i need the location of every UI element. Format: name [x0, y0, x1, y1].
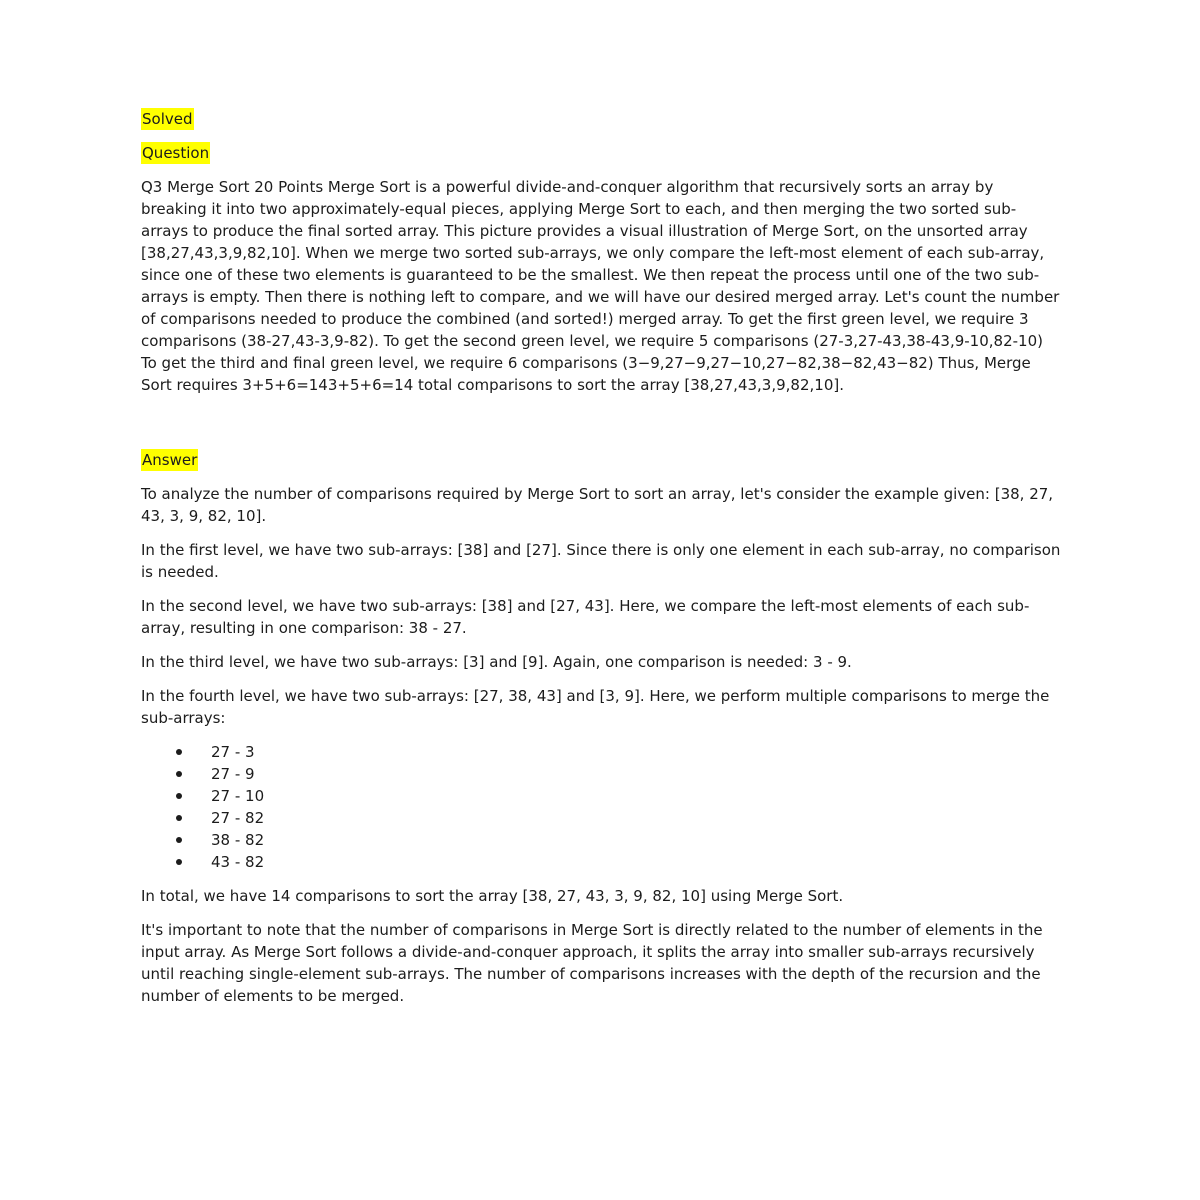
list-item [141, 829, 1061, 851]
answer-level-1: In the first level, we have two sub-arrays: [38] and [27]. Since there is only one element in each sub-array, no comparison is needed. [141, 541, 1061, 581]
comparison-text: 27 - 3 [211, 743, 255, 761]
comparison-text: 27 - 10 [211, 787, 265, 805]
answer-row [141, 449, 1061, 471]
list-item [141, 785, 1061, 807]
question-text: Q3 Merge Sort 20 Points Merge Sort is a powerful divide-and-conquer algorithm that recursively sorts an array by breaking it into two approximately-equal pieces, applying Merge Sort to each, and then merging the two sorted sub-arrays to produce the final sorted array. This picture provides a visual illustration of Merge Sort, on the unsorted array [38,27,43,3,9,82,10]. When we merge two sorted sub-arrays, we only compare the left-most element of each sub-array, since one of these two elements is guaranteed to be the smallest. We then repeat the process until one of the two sub-arrays is empty. Then there is nothing left to compare, and we will have our desired merged array. Let's count the number of comparisons needed to produce the combined (and sorted!) merged array. To get the first green level, we require 3 comparisons (38-27,43-3,9-82). To get the second green level, we require 5 comparisons (27-3,27-43,38-43,9-10,82-10) To get the third and final green level, we require 6 comparisons (3−9,27−9,27−10,27−82,38−82,43−82) Thus, Merge Sort requires 3+5+6=143+5+6=14 total comparisons to sort the array [38,27,43,3,9,82,10]. [141, 178, 1060, 394]
answer-level-2: In the second level, we have two sub-arrays: [38] and [27, 43]. Here, we compare the left-most elements of each sub-array, resulting in one comparison: 38 - 27. [141, 597, 1030, 637]
answer-label: Answer [142, 451, 198, 469]
comparison-list [141, 741, 1061, 873]
document-body [141, 108, 1061, 1007]
bullet-icon [176, 771, 182, 777]
answer-total: In total, we have 14 comparisons to sort the array [38, 27, 43, 3, 9, 82, 10] using Merge Sort. [141, 887, 844, 905]
list-item [141, 807, 1061, 829]
bullet-icon [176, 815, 182, 821]
comparison-text: 43 - 82 [211, 853, 265, 871]
answer-intro: To analyze the number of comparisons required by Merge Sort to sort an array, let's consider the example given: [38, 27, 43, 3, 9, 82, 10]. [141, 485, 1054, 525]
list-item [141, 741, 1061, 763]
bullet-icon [176, 793, 182, 799]
question-label: Question [142, 144, 210, 162]
list-item [141, 763, 1061, 785]
solved-row [141, 108, 1061, 130]
solved-label: Solved [142, 110, 193, 128]
list-item [141, 851, 1061, 873]
comparison-text: 27 - 82 [211, 809, 265, 827]
bullet-icon [176, 837, 182, 843]
answer-level-3: In the third level, we have two sub-arrays: [3] and [9]. Again, one comparison is needed: 3 - 9. [141, 653, 852, 671]
answer-level-4: In the fourth level, we have two sub-arrays: [27, 38, 43] and [3, 9]. Here, we perform multiple comparisons to merge the sub-arrays: [141, 687, 1050, 727]
answer-note: It's important to note that the number of comparisons in Merge Sort is directly related to the number of elements in the input array. As Merge Sort follows a divide-and-conquer approach, it splits the array into smaller sub-arrays recursively until reaching single-element sub-arrays. The number of comparisons increases with the depth of the recursion and the number of elements to be merged. [141, 921, 1043, 1005]
comparison-text: 27 - 9 [211, 765, 255, 783]
bullet-icon [176, 859, 182, 865]
comparison-text: 38 - 82 [211, 831, 265, 849]
bullet-icon [176, 749, 182, 755]
question-row [141, 142, 1061, 164]
